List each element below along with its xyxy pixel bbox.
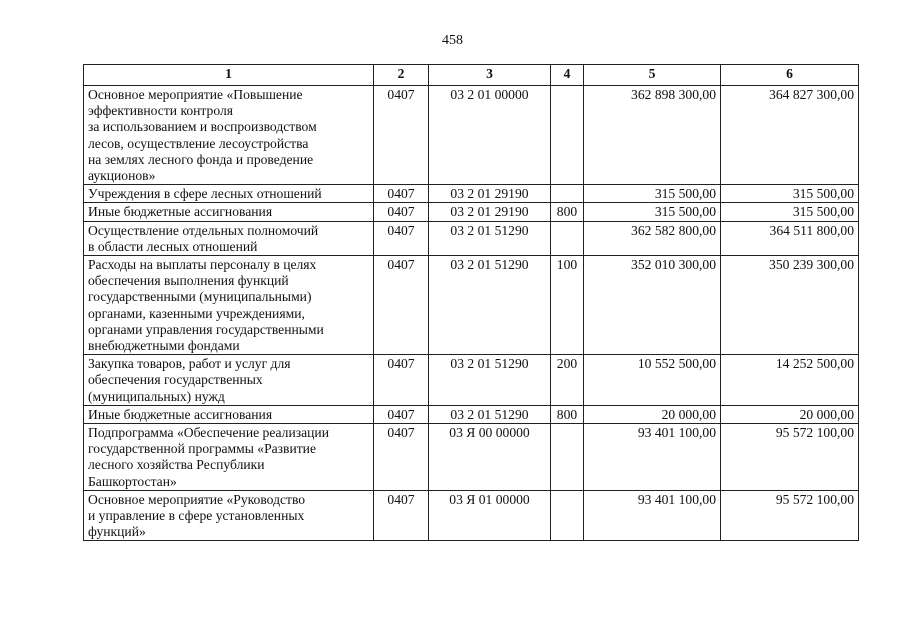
cell-name-line: Подпрограмма «Обеспечение реализации bbox=[88, 425, 329, 441]
cell-name-line: за использованием и воспроизводством bbox=[88, 119, 317, 135]
cell-name-line: лесного хозяйства Республики bbox=[88, 457, 265, 473]
table-row bbox=[84, 405, 859, 423]
cell-target-code: 03 2 01 51290 bbox=[429, 405, 551, 423]
cell-name-line: Расходы на выплаты персоналу в целях bbox=[88, 257, 317, 273]
cell-amount-a: 315 500,00 bbox=[584, 185, 721, 203]
cell-name-line: на землях лесного фонда и проведение bbox=[88, 151, 314, 167]
cell-expense-type bbox=[551, 221, 584, 255]
cell-name-line: функций» bbox=[88, 524, 146, 540]
cell-name bbox=[84, 256, 374, 355]
cell-amount-a: 352 010 300,00 bbox=[584, 256, 721, 355]
cell-section: 0407 bbox=[374, 405, 429, 423]
cell-amount-a: 362 582 800,00 bbox=[584, 221, 721, 255]
header-col-5: 5 bbox=[584, 65, 721, 86]
cell-target-code: 03 2 01 51290 bbox=[429, 256, 551, 355]
table-header-row bbox=[84, 65, 859, 86]
cell-amount-a: 315 500,00 bbox=[584, 203, 721, 221]
table-row bbox=[84, 490, 859, 541]
cell-amount-a: 20 000,00 bbox=[584, 405, 721, 423]
cell-section: 0407 bbox=[374, 355, 429, 406]
cell-amount-b: 350 239 300,00 bbox=[721, 256, 859, 355]
cell-target-code: 03 2 01 51290 bbox=[429, 221, 551, 255]
cell-name bbox=[84, 203, 374, 221]
cell-name-line: обеспечения государственных bbox=[88, 372, 263, 388]
cell-amount-b: 20 000,00 bbox=[721, 405, 859, 423]
cell-target-code: 03 Я 00 00000 bbox=[429, 424, 551, 491]
cell-section: 0407 bbox=[374, 86, 429, 185]
cell-name bbox=[84, 490, 374, 541]
cell-amount-b: 364 827 300,00 bbox=[721, 86, 859, 185]
table-row bbox=[84, 86, 859, 185]
cell-name-line: аукционов» bbox=[88, 168, 156, 184]
cell-target-code: 03 2 01 29190 bbox=[429, 203, 551, 221]
table-row bbox=[84, 221, 859, 255]
cell-name-line: обеспечения выполнения функций bbox=[88, 273, 289, 289]
table-row bbox=[84, 185, 859, 203]
cell-expense-type: 800 bbox=[551, 203, 584, 221]
cell-amount-b: 95 572 100,00 bbox=[721, 490, 859, 541]
cell-name-line: Основное мероприятие «Повышение bbox=[88, 87, 303, 102]
cell-expense-type: 100 bbox=[551, 256, 584, 355]
cell-expense-type: 800 bbox=[551, 405, 584, 423]
cell-expense-type bbox=[551, 185, 584, 203]
cell-target-code: 03 2 01 29190 bbox=[429, 185, 551, 203]
cell-name-line: Основное мероприятие «Руководство bbox=[88, 491, 306, 507]
cell-name-line: государственными (муниципальными) bbox=[88, 289, 312, 305]
cell-name-line: Иные бюджетные ассигнования bbox=[88, 204, 273, 220]
cell-amount-a: 10 552 500,00 bbox=[584, 355, 721, 406]
cell-name-line: эффективности контроля bbox=[88, 103, 233, 119]
cell-name bbox=[84, 221, 374, 255]
cell-amount-b: 364 511 800,00 bbox=[721, 221, 859, 255]
cell-amount-a: 93 401 100,00 bbox=[584, 424, 721, 491]
table-row bbox=[84, 355, 859, 406]
cell-name-line: Закупка товаров, работ и услуг для bbox=[88, 356, 291, 372]
cell-name bbox=[84, 405, 374, 423]
table-row bbox=[84, 203, 859, 221]
header-col-3: 3 bbox=[429, 65, 551, 86]
cell-name-line: в области лесных отношений bbox=[88, 238, 258, 254]
cell-target-code: 03 2 01 51290 bbox=[429, 355, 551, 406]
header-col-1: 1 bbox=[84, 65, 374, 86]
cell-section: 0407 bbox=[374, 221, 429, 255]
budget-table bbox=[83, 64, 859, 541]
cell-amount-b: 315 500,00 bbox=[721, 185, 859, 203]
cell-name bbox=[84, 86, 374, 185]
cell-expense-type bbox=[551, 86, 584, 185]
page-number: 458 bbox=[442, 33, 463, 48]
header-col-6: 6 bbox=[721, 65, 859, 86]
cell-target-code: 03 Я 01 00000 bbox=[429, 490, 551, 541]
cell-section: 0407 bbox=[374, 490, 429, 541]
cell-name-line: Осуществление отдельных полномочий bbox=[88, 222, 319, 238]
cell-amount-a: 93 401 100,00 bbox=[584, 490, 721, 541]
cell-expense-type bbox=[551, 424, 584, 491]
header-col-4: 4 bbox=[551, 65, 584, 86]
cell-amount-b: 14 252 500,00 bbox=[721, 355, 859, 406]
cell-section: 0407 bbox=[374, 256, 429, 355]
cell-amount-b: 95 572 100,00 bbox=[721, 424, 859, 491]
cell-expense-type bbox=[551, 490, 584, 541]
cell-section: 0407 bbox=[374, 185, 429, 203]
cell-name-line: Башкортостан» bbox=[88, 473, 177, 489]
cell-name-line: Иные бюджетные ассигнования bbox=[88, 406, 273, 422]
table-row bbox=[84, 256, 859, 355]
cell-name-line: органами управления государственными bbox=[88, 321, 324, 337]
cell-amount-b: 315 500,00 bbox=[721, 203, 859, 221]
cell-expense-type: 200 bbox=[551, 355, 584, 406]
cell-name-line: органами, казенными учреждениями, bbox=[88, 305, 305, 321]
cell-name-line: внебюджетными фондами bbox=[88, 338, 240, 354]
cell-name-line: государственной программы «Развитие bbox=[88, 441, 316, 457]
table-row bbox=[84, 424, 859, 491]
cell-name bbox=[84, 185, 374, 203]
cell-amount-a: 362 898 300,00 bbox=[584, 86, 721, 185]
cell-name-line: лесов, осуществление лесоустройства bbox=[88, 135, 309, 151]
cell-name-line: Учреждения в сфере лесных отношений bbox=[88, 186, 322, 202]
cell-name bbox=[84, 424, 374, 491]
cell-name-line: и управление в сфере установленных bbox=[88, 508, 305, 524]
cell-name-line: (муниципальных) нужд bbox=[88, 388, 225, 404]
cell-section: 0407 bbox=[374, 424, 429, 491]
cell-target-code: 03 2 01 00000 bbox=[429, 86, 551, 185]
cell-name bbox=[84, 355, 374, 406]
header-col-2: 2 bbox=[374, 65, 429, 86]
cell-section: 0407 bbox=[374, 203, 429, 221]
